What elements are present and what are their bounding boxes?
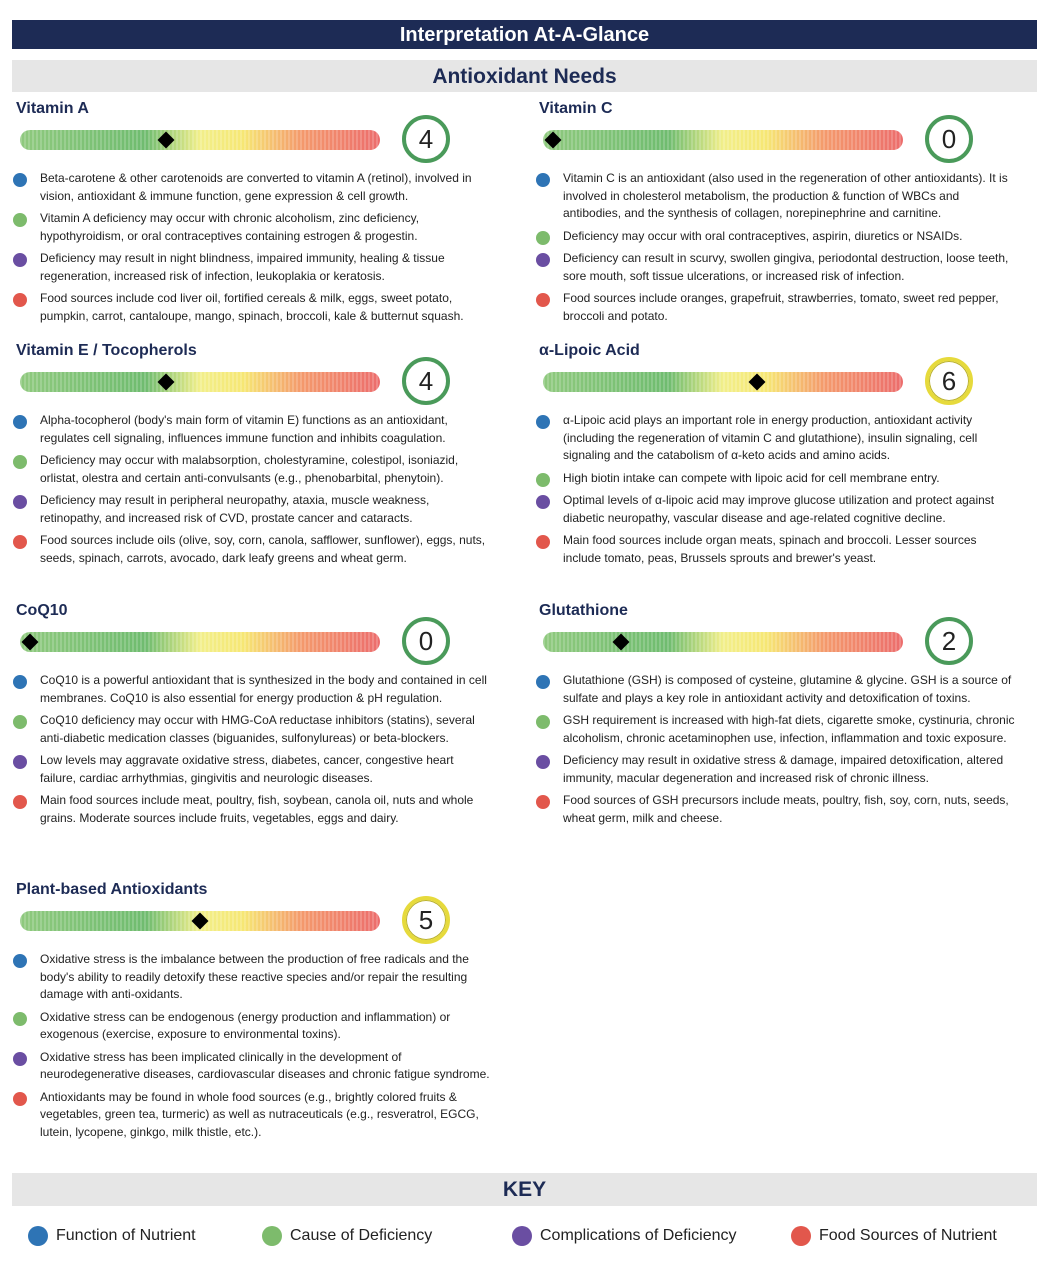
page-header: Interpretation At-A-Glance (12, 20, 1037, 49)
list-item-text: High biotin intake can compete with lipoic acid for cell membrane entry. (563, 470, 940, 485)
nutrient-title: Vitamin C (539, 100, 613, 117)
complication-dot-icon (512, 1226, 532, 1246)
nutrient-info-list (535, 412, 1015, 572)
nutrient-title: Vitamin A (16, 100, 89, 117)
list-item (12, 1089, 492, 1142)
score-badge: 0 (925, 115, 973, 163)
score-badge: 4 (402, 357, 450, 405)
cause-dot-icon (13, 213, 27, 227)
list-item-text: Deficiency may occur with malabsorption, cholestyramine, colestipol, isoniazid, orlistat, olestra and certain anti-convulsants (e.g., phenobarbital, phenytoin). (40, 453, 459, 485)
key-complications (512, 1225, 737, 1247)
food-dot-icon (536, 535, 550, 549)
key-function-label: Function of Nutrient (56, 1227, 196, 1244)
list-item-text: Deficiency may result in night blindness, impaired immunity, healing & tissue regeneration, increased risk of infection, leukoplakia or keratosis. (40, 251, 445, 283)
list-item (12, 412, 492, 447)
list-item (12, 792, 492, 827)
list-item (535, 712, 1015, 747)
level-gauge-bar (543, 632, 903, 652)
level-gauge-bar (20, 130, 380, 150)
nutrient-info-list (535, 672, 1015, 832)
list-item-text: Optimal levels of α-lipoic acid may improve glucose utilization and protect against diabetic neuropathy, vascular disease and age-related cognitive decline. (563, 493, 995, 525)
food-dot-icon (536, 795, 550, 809)
list-item (535, 792, 1015, 827)
list-item-text: Deficiency can result in scurvy, swollen gingiva, periodontal destruction, loose teeth, sore mouth, soft tissue ulcerations, or increased risk of infection. (563, 251, 1009, 283)
key-food (791, 1225, 997, 1247)
list-item-text: Oxidative stress can be endogenous (energy production and inflammation) or exogenous (exercise, exposure to environmental toxins). (40, 1009, 451, 1041)
list-item-text: Deficiency may occur with oral contraceptives, aspirin, diuretics or NSAIDs. (563, 228, 963, 243)
level-marker-icon (545, 132, 562, 149)
score-badge: 2 (925, 617, 973, 665)
level-gauge-bar (543, 372, 903, 392)
list-item-text: α-Lipoic acid plays an important role in energy production, antioxidant activity (including the regeneration of vitamin C and glutathione), insulin signaling, cell signaling and the catabolism of α-keto acids and amino acids. (563, 413, 978, 462)
level-gauge-bar (543, 130, 903, 150)
nutrient-info-list (12, 951, 492, 1146)
list-item (535, 412, 1015, 465)
list-item-text: Main food sources include organ meats, spinach and broccoli. Lesser sources include tomato, peas, Brussels sprouts and brewer's yeast. (563, 533, 977, 565)
list-item (12, 290, 492, 325)
key-cause (262, 1225, 432, 1247)
list-item-text: Antioxidants may be found in whole food sources (e.g., brightly colored fruits & vegetables, green tea, turmeric) as well as nutraceuticals (e.g., resveratrol, EGCG, lutein, lycopene, ginkgo, milk thistle, etc.). (40, 1089, 479, 1139)
complication-dot-icon (13, 1052, 27, 1066)
list-item (535, 752, 1015, 787)
level-gauge-bar (20, 372, 380, 392)
list-item (12, 210, 492, 245)
list-item-text: Deficiency may result in peripheral neuropathy, ataxia, muscle weakness, retinopathy, and increased risk of CVD, prostate cancer and cataracts. (40, 493, 430, 525)
list-item-text: Food sources include oils (olive, soy, corn, canola, safflower, sunflower), eggs, nuts, seeds, spinach, carrots, avocado, dark leafy greens and wheat germ. (40, 533, 486, 565)
list-item (535, 532, 1015, 567)
list-item-text: Alpha-tocopherol (body's main form of vitamin E) functions as an antioxidant, regulates cell signaling, influences immune function and inhibits coagulation. (40, 413, 448, 445)
function-dot-icon (13, 415, 27, 429)
section-title: Antioxidant Needs (12, 60, 1037, 92)
complication-dot-icon (13, 253, 27, 267)
function-dot-icon (28, 1226, 48, 1246)
nutrient-info-list (12, 412, 492, 572)
cause-dot-icon (262, 1226, 282, 1246)
list-item-text: Food sources of GSH precursors include meats, poultry, fish, soy, corn, nuts, seeds, wheat germ, milk and cheese. (563, 793, 1009, 825)
food-dot-icon (791, 1226, 811, 1246)
list-item (12, 1009, 492, 1044)
food-dot-icon (13, 293, 27, 307)
list-item (12, 1049, 492, 1084)
cause-dot-icon (13, 455, 27, 469)
function-dot-icon (13, 173, 27, 187)
food-dot-icon (13, 795, 27, 809)
level-marker-icon (22, 634, 39, 651)
complication-dot-icon (536, 253, 550, 267)
list-item-text: CoQ10 deficiency may occur with HMG-CoA reductase inhibitors (statins), several anti-diabetic medication classes (biguanides, sulfonylureas) or beta-blockers. (40, 713, 475, 745)
score-badge: 6 (925, 357, 973, 405)
complication-dot-icon (536, 495, 550, 509)
list-item (535, 672, 1015, 707)
list-item-text: Glutathione (GSH) is composed of cysteine, glutamine & glycine. GSH is a source of sulfate and plays a key role in antioxidant activity and detoxification of toxins. (563, 673, 1012, 705)
list-item-text: Oxidative stress is the imbalance between the production of free radicals and the body's ability to readily detoxify these reactive species and/or repair the resulting damage with anti-oxidants. (40, 952, 469, 1001)
list-item-text: Vitamin A deficiency may occur with chronic alcoholism, zinc deficiency, hypothyroidism, or oral contraceptives containing estrogen & progestin. (40, 211, 420, 243)
list-item (12, 492, 492, 527)
complication-dot-icon (536, 755, 550, 769)
list-item-text: Main food sources include meat, poultry, fish, soybean, canola oil, nuts and whole grains. Moderate sources include fruits, vegetables, eggs and dairy. (40, 793, 474, 825)
list-item (535, 470, 1015, 488)
list-item (12, 532, 492, 567)
list-item (535, 250, 1015, 285)
score-badge: 4 (402, 115, 450, 163)
level-gauge-bar (20, 632, 380, 652)
key-complications-label: Complications of Deficiency (540, 1227, 737, 1244)
food-dot-icon (536, 293, 550, 307)
key-cause-label: Cause of Deficiency (290, 1227, 433, 1244)
cause-dot-icon (536, 715, 550, 729)
list-item-text: Vitamin C is an antioxidant (also used in the regeneration of other antioxidants). It is involved in cholesterol metabolism, the production & function of WBCs and antibodies, and the synthesis of collagen, norepinephrine and carnitine. (563, 171, 1008, 220)
list-item-text: Low levels may aggravate oxidative stress, diabetes, cancer, congestive heart failure, cardiac arrhythmias, gingivitis and neurologic diseases. (40, 753, 454, 785)
function-dot-icon (13, 675, 27, 689)
cause-dot-icon (13, 715, 27, 729)
level-marker-icon (613, 634, 630, 651)
list-item (535, 290, 1015, 325)
level-gauge-bar (20, 911, 380, 931)
nutrient-title: Glutathione (539, 602, 628, 619)
food-dot-icon (13, 1092, 27, 1106)
cause-dot-icon (536, 473, 550, 487)
function-dot-icon (536, 675, 550, 689)
nutrient-title: Plant-based Antioxidants (16, 881, 208, 898)
list-item (535, 228, 1015, 246)
nutrient-title: CoQ10 (16, 602, 68, 619)
nutrient-info-list (12, 672, 492, 832)
list-item (12, 712, 492, 747)
list-item-text: GSH requirement is increased with high-fat diets, cigarette smoke, cystinuria, chronic alcoholism, chronic acetaminophen use, infection, inflammation and toxic exposure. (563, 713, 1015, 745)
list-item (12, 951, 492, 1004)
list-item (535, 170, 1015, 223)
key-title: KEY (12, 1173, 1037, 1206)
cause-dot-icon (536, 231, 550, 245)
nutrient-info-list (12, 170, 492, 330)
list-item-text: CoQ10 is a powerful antioxidant that is synthesized in the body and contained in cell membranes. CoQ10 is also essential for energy production & pH regulation. (40, 673, 487, 705)
list-item (12, 672, 492, 707)
list-item (12, 250, 492, 285)
key-function (28, 1225, 196, 1247)
key-food-label: Food Sources of Nutrient (819, 1227, 997, 1244)
list-item (535, 492, 1015, 527)
level-marker-icon (158, 374, 175, 391)
nutrient-title: Vitamin E / Tocopherols (16, 342, 197, 359)
list-item-text: Oxidative stress has been implicated clinically in the development of neurodegenerative diseases, cardiovascular diseases and chronic fatigue syndrome. (40, 1049, 490, 1081)
complication-dot-icon (13, 755, 27, 769)
function-dot-icon (536, 415, 550, 429)
list-item (12, 452, 492, 487)
complication-dot-icon (13, 495, 27, 509)
list-item-text: Deficiency may result in oxidative stress & damage, impaired detoxification, altered immunity, macular degeneration and increased risk of chronic illness. (563, 753, 1004, 785)
score-badge: 5 (402, 896, 450, 944)
cause-dot-icon (13, 1012, 27, 1026)
list-item (12, 170, 492, 205)
function-dot-icon (13, 954, 27, 968)
food-dot-icon (13, 535, 27, 549)
list-item-text: Food sources include oranges, grapefruit, strawberries, tomato, sweet red pepper, broccoli and potato. (563, 291, 999, 323)
nutrient-info-list (535, 170, 1015, 330)
score-badge: 0 (402, 617, 450, 665)
level-marker-icon (749, 374, 766, 391)
level-marker-icon (158, 132, 175, 149)
list-item (12, 752, 492, 787)
function-dot-icon (536, 173, 550, 187)
list-item-text: Beta-carotene & other carotenoids are converted to vitamin A (retinol), involved in vision, antioxidant & immune function, gene expression & cell growth. (40, 171, 472, 203)
level-marker-icon (192, 913, 209, 930)
nutrient-title: α-Lipoic Acid (539, 342, 640, 359)
list-item-text: Food sources include cod liver oil, fortified cereals & milk, eggs, sweet potato, pumpkin, carrot, cantaloupe, mango, spinach, broccoli, kale & butternut squash. (40, 291, 464, 323)
